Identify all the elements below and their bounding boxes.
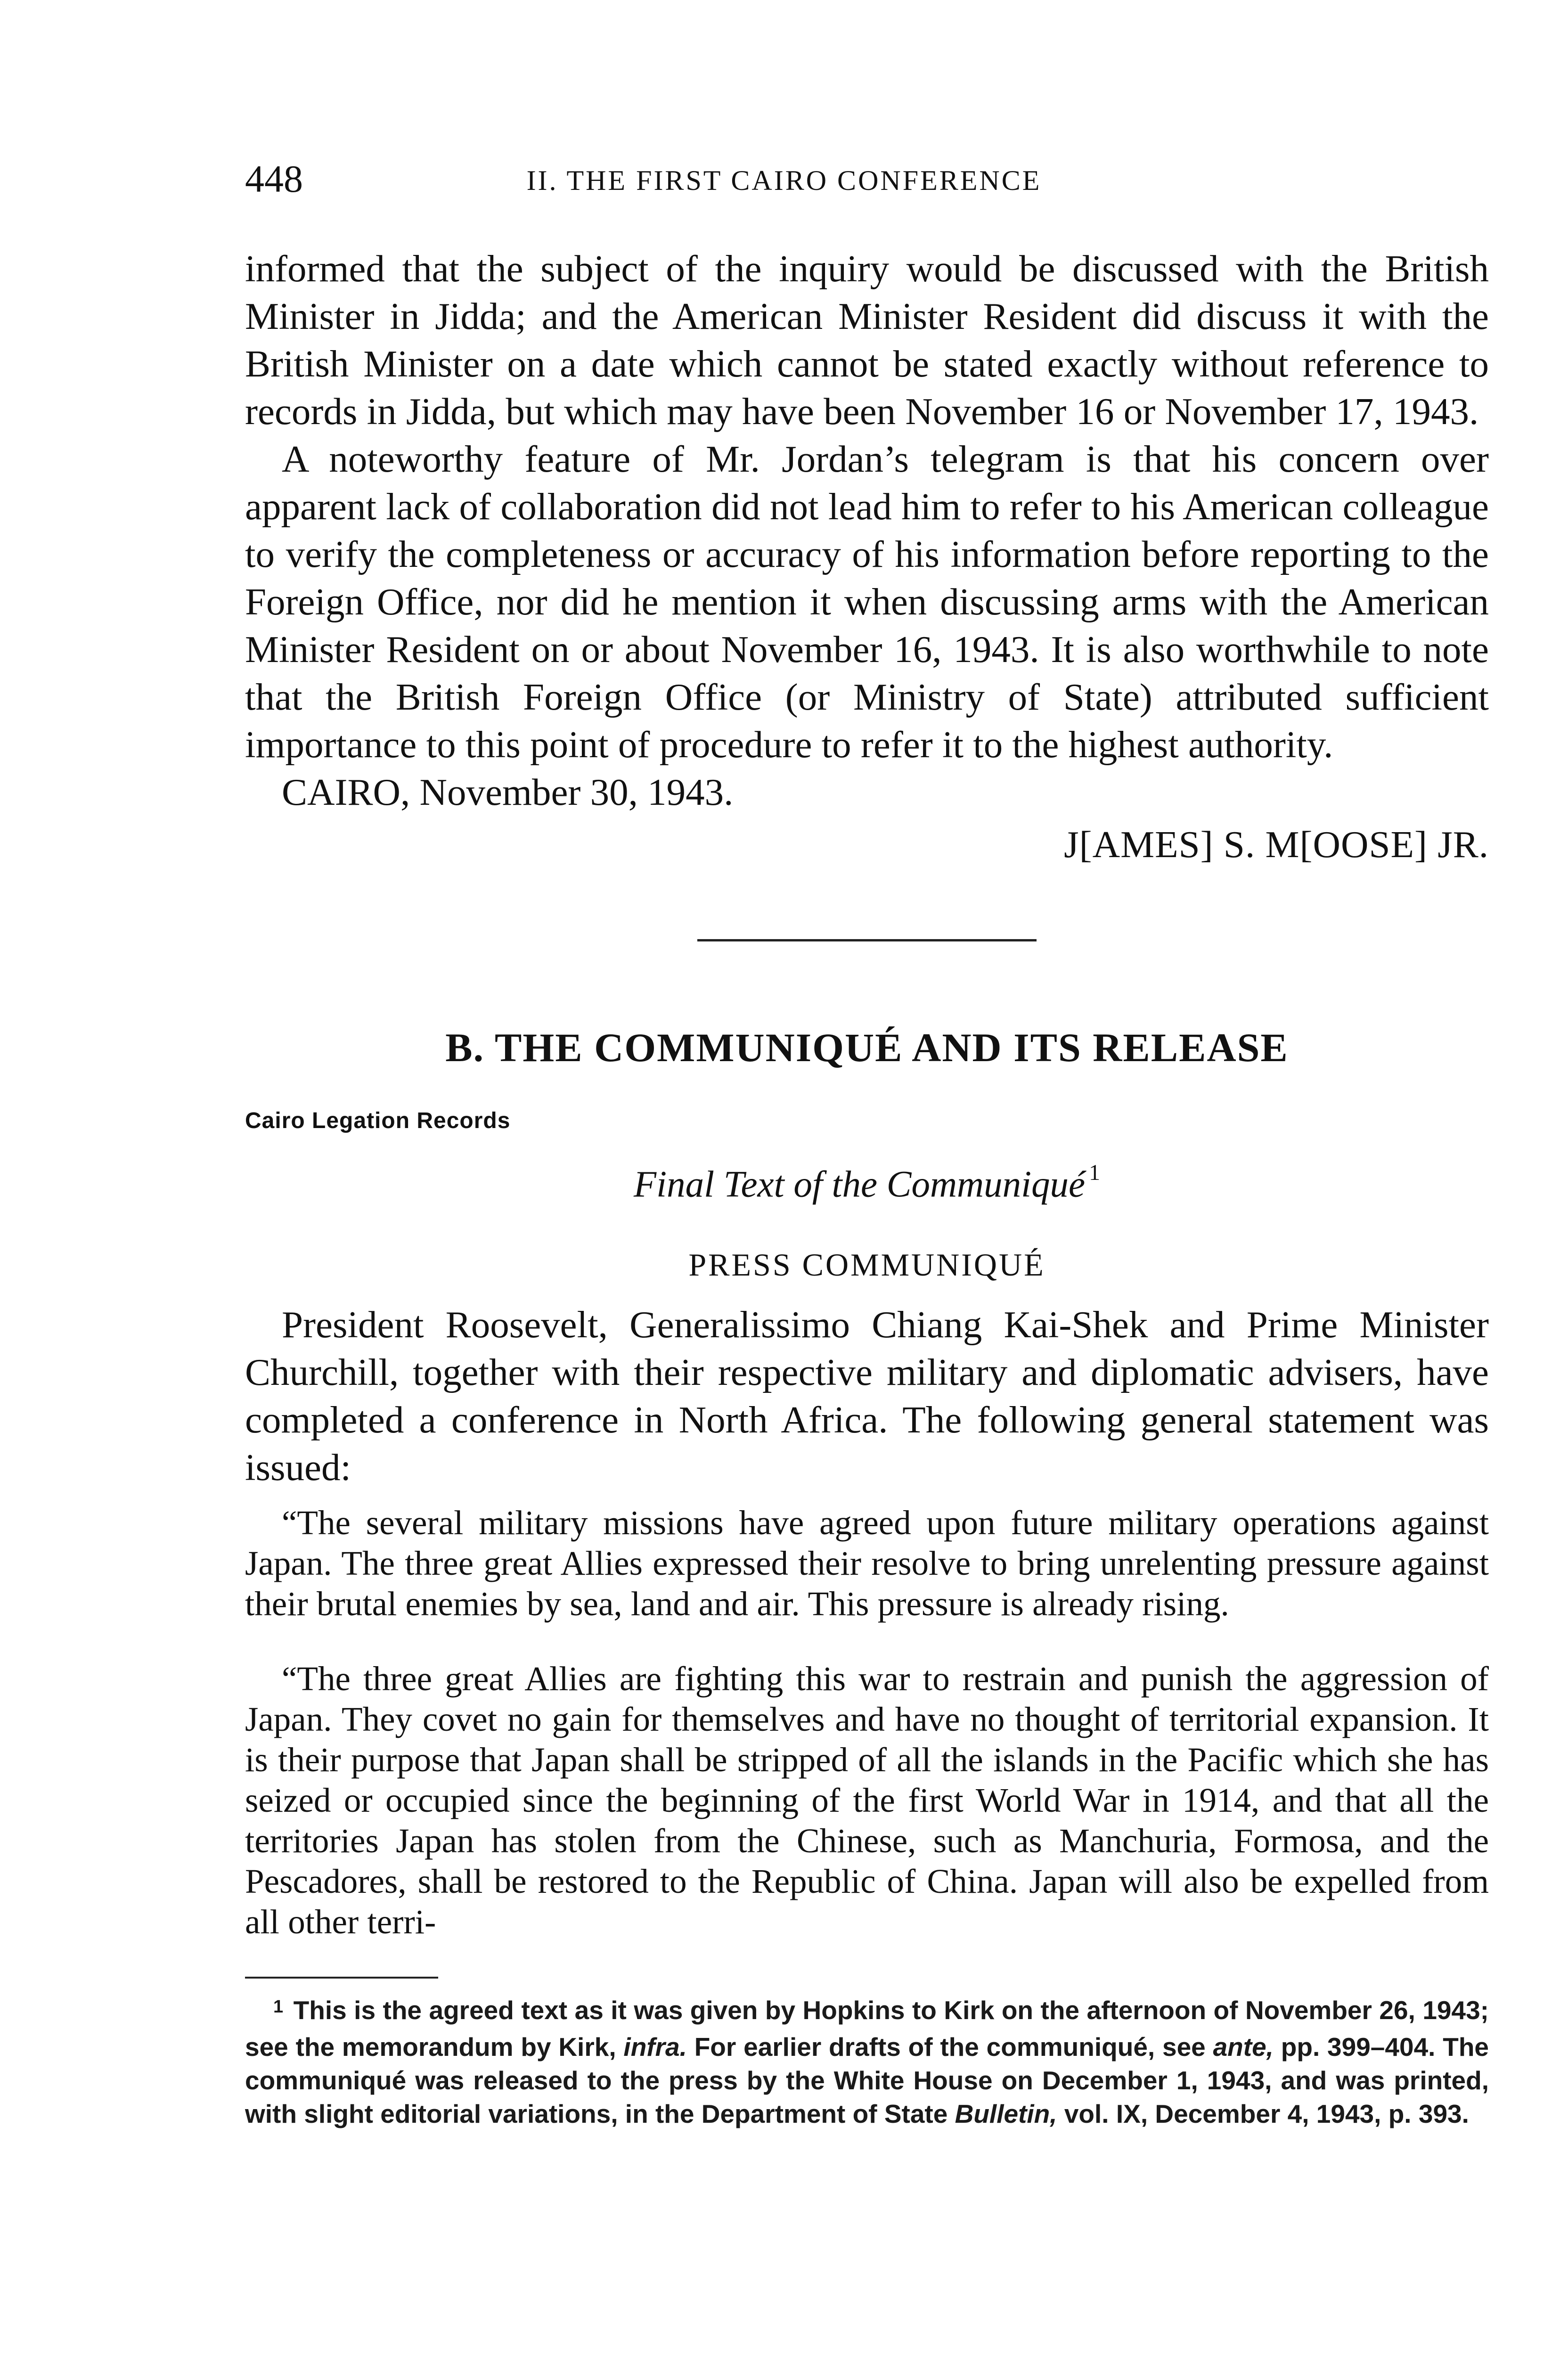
- continued-paragraph: informed that the subject of the inquiry would be discussed with the British Minister in Jidda; and the American Minister Resident did discuss it with the British Minister on a date which cannot be stated exactly without reference to records in Jidda, but which may have been November 16 or November 17, 1943.: [245, 247, 1489, 433]
- signature: J[AMES] S. M[OOSE] JR.: [1064, 823, 1489, 866]
- footnote-release-details: pp. 399–404. The communiqué was released to the press by the White House on December 1, 1943, and was printed, with slight editorial variations, in the Department of State: [245, 2032, 1489, 2128]
- footnote-marker: 1: [273, 1996, 284, 2017]
- document-title: [245, 1153, 1489, 1208]
- footnote-divider: [245, 1977, 438, 1979]
- section-divider: [697, 939, 1037, 941]
- running-head: II. THE FIRST CAIRO CONFERENCE: [526, 165, 1042, 196]
- communique-quote-territorial-aims: “The three great Allies are fighting this war to restrain and punish the aggression of Japan. They covet no gain for themselves and have no thought of territorial expansion. It is their purpose that Japan shall be stripped of all the islands in the Pacific which she has seized or occupied since the beginning of the first World War in 1914, and that all the territories Japan has stolen from the Chinese, such as Manchuria, Formosa, and the Pescadores, shall be restored to the Republic of China. Japan will also be expelled from all other terri-: [245, 1659, 1489, 1941]
- page-header: [245, 155, 1323, 207]
- cairo-dateline: CAIRO, November 30, 1943.: [282, 771, 734, 813]
- footnote-bulletin: Bulletin,: [955, 2099, 1057, 2128]
- communique-introduction: President Roosevelt, Generalissimo Chiang Kai-Shek and Prime Minister Churchill, together with their respective military and diplomatic advisers, have completed a conference in North Africa. The following general statement was issued:: [245, 1303, 1489, 1489]
- document-title-text: Final Text of the Communiqué: [633, 1164, 1086, 1205]
- section-title: B. THE COMMUNIQUÉ AND ITS RELEASE: [445, 1025, 1289, 1070]
- footnote-infra: infra.: [623, 2032, 687, 2062]
- communique-quote-military-missions: “The several military missions have agreed upon future military operations against Japan. The three great Allies expressed their resolve to bring unrelenting pressure against their brutal enemies by sea, land and air. This pressure is already rising.: [245, 1503, 1489, 1623]
- noteworthy-feature-paragraph: A noteworthy feature of Mr. Jordan’s telegram is that his concern over apparent lack of collaboration did not lead him to refer to his American colleague to verify the completeness or accuracy of his information before reporting to the Foreign Office, nor did he mention it when discussing arms with the American Minister Resident on or about November 16, 1943. It is also worthwhile to note that the British Foreign Office (or Ministry of State) attributed sufficient importance to this point of procedure to refer it to the highest authority.: [245, 438, 1489, 766]
- footnote-citation-end: vol. IX, December 4, 1943, p. 393.: [1064, 2099, 1469, 2128]
- footnote-text-start: This is the agreed text as it was given by Hopkins to Kirk on the afternoon of November 26, 1943; see the memorandum by Kirk,: [245, 1995, 1489, 2062]
- footnote-reference: 1: [1089, 1160, 1101, 1186]
- footnote: [245, 1994, 1489, 2131]
- page-number: 448: [245, 157, 303, 200]
- footnote-ante: ante,: [1213, 2032, 1274, 2062]
- footnote-earlier-drafts: For earlier drafts of the communiqué, see: [694, 2032, 1206, 2062]
- source-note: Cairo Legation Records: [245, 1108, 511, 1134]
- press-communique-heading: PRESS COMMUNIQUÉ: [688, 1246, 1045, 1283]
- page-content: [245, 245, 1489, 2356]
